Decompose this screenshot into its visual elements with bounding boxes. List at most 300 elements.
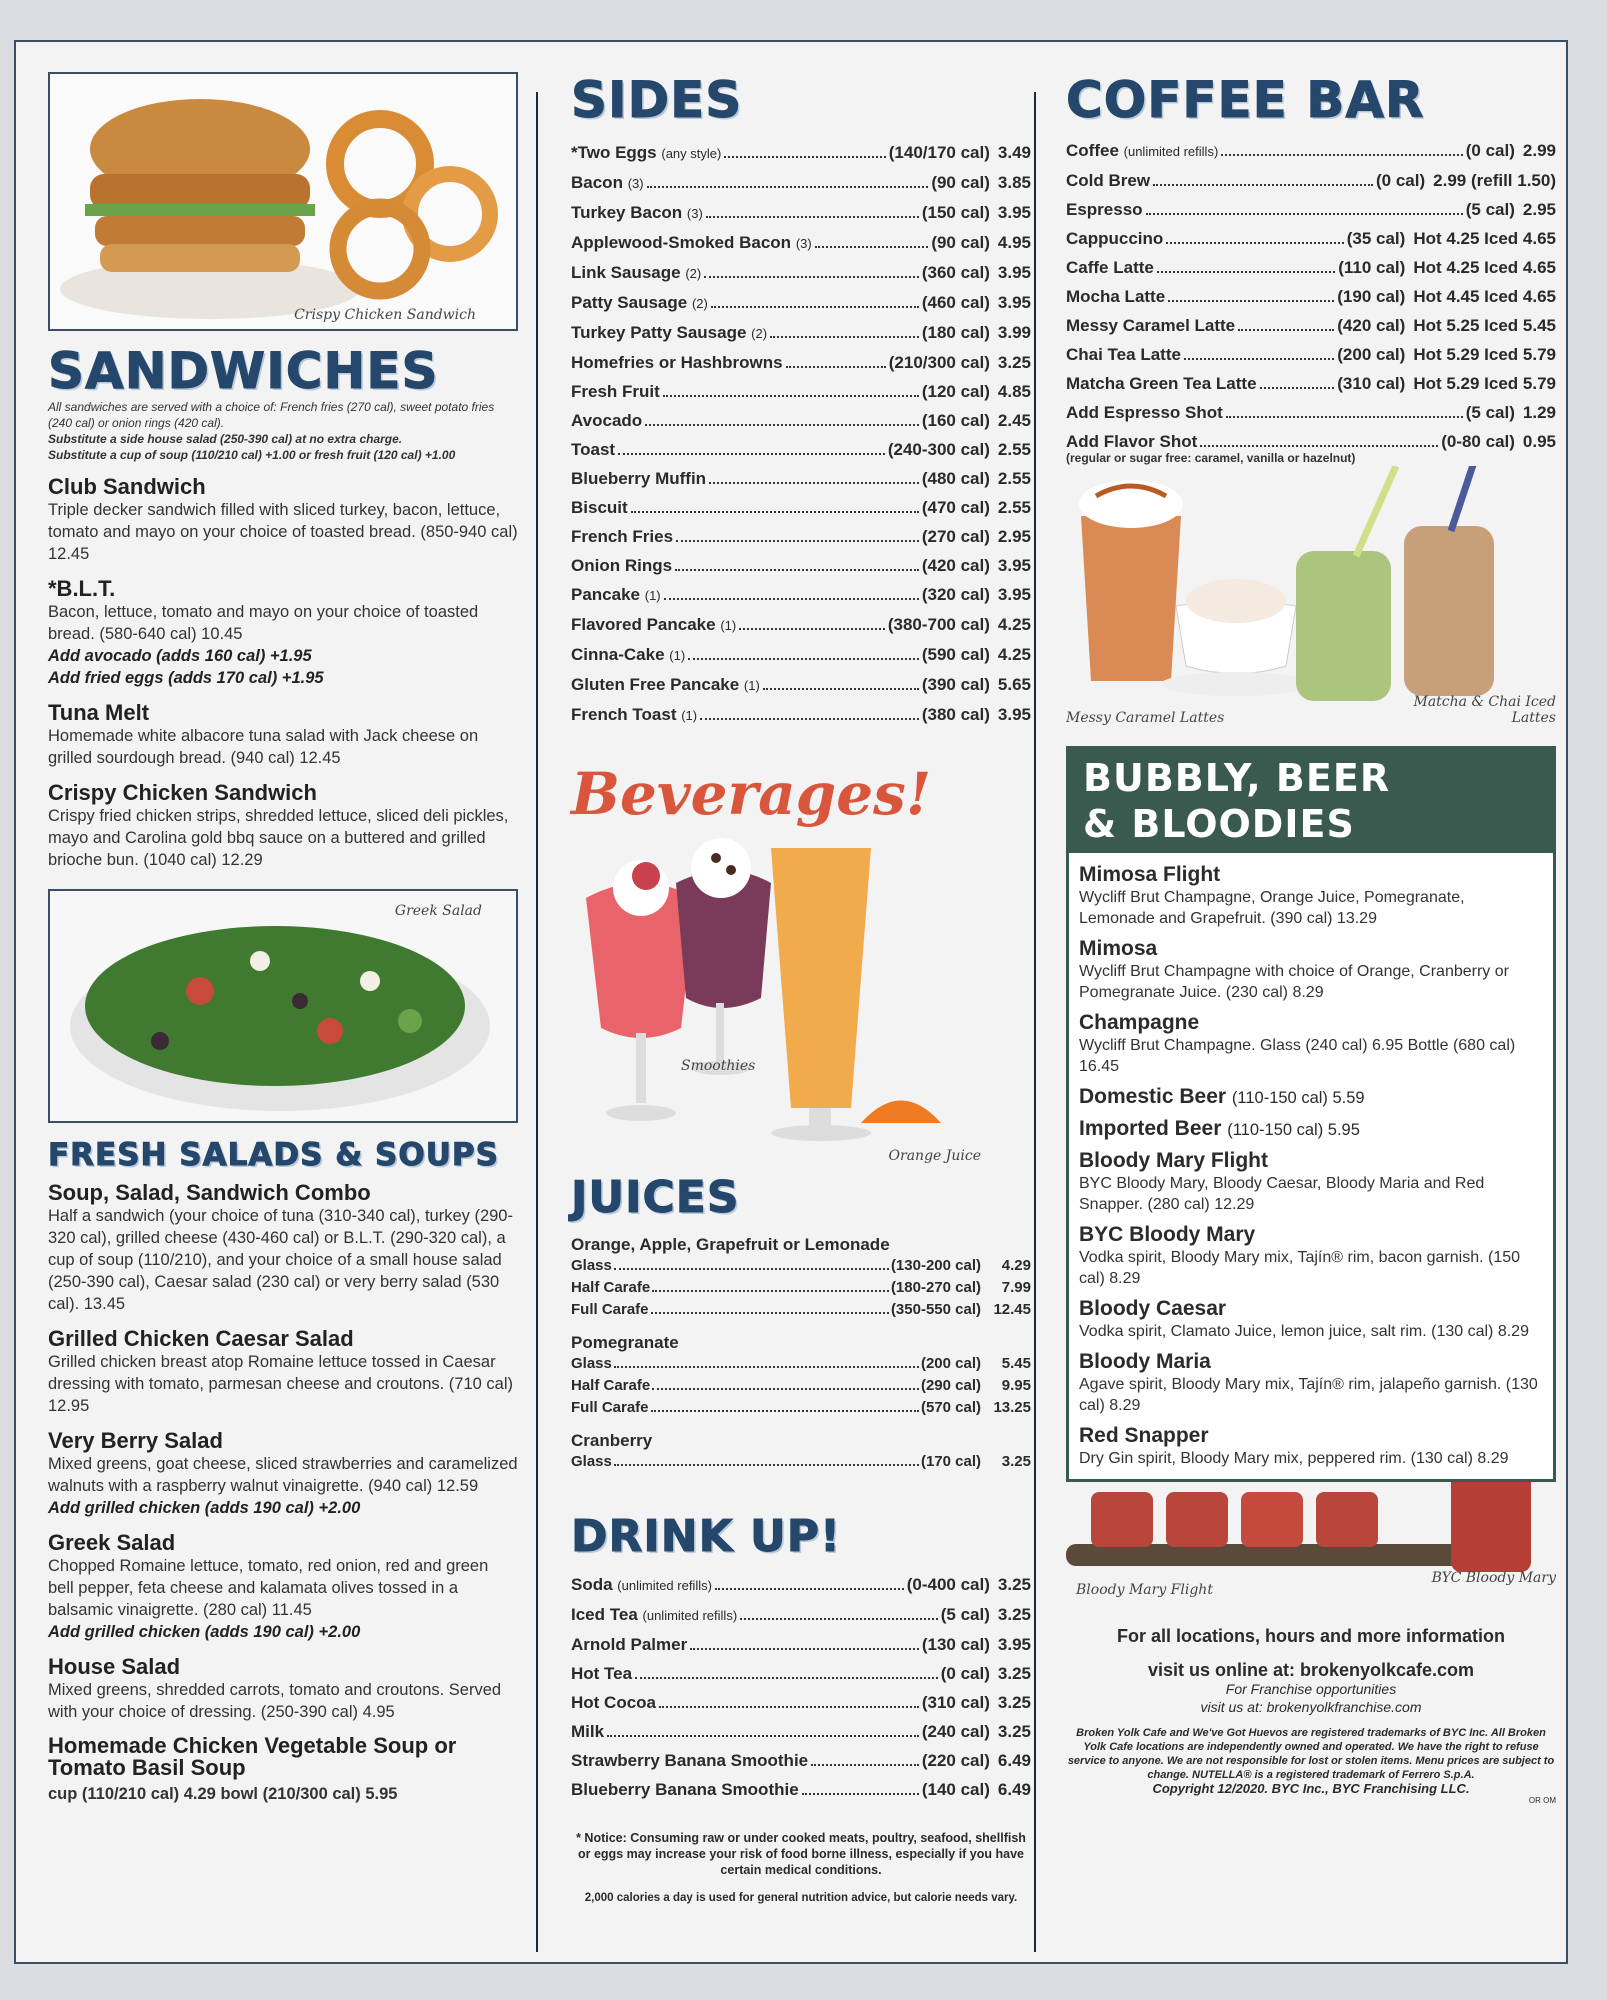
juice-calories: (170 cal) bbox=[920, 1453, 981, 1470]
bubbly-list bbox=[1069, 853, 1553, 1479]
website-link[interactable]: visit us online at: brokenyolkcafe.com bbox=[1147, 1660, 1475, 1680]
dot-leader bbox=[739, 628, 885, 630]
dot-leader bbox=[1221, 154, 1462, 156]
menu-item bbox=[48, 1181, 518, 1315]
menu-item bbox=[48, 781, 518, 871]
dot-leader bbox=[635, 1677, 938, 1679]
price-row bbox=[571, 580, 1031, 610]
photo-caption: Greek Salad bbox=[394, 903, 482, 919]
drink-name bbox=[1079, 1085, 1543, 1109]
price-row bbox=[1066, 282, 1556, 311]
greek-salad-photo bbox=[48, 889, 518, 1123]
dot-leader bbox=[700, 718, 919, 720]
item-description: Mixed greens, shredded carrots, tomato and croutons. Served with your choice of dressing. (250-390 cal) 4.95 bbox=[48, 1681, 502, 1721]
drink-name bbox=[1079, 1424, 1543, 1448]
price-row bbox=[571, 258, 1031, 288]
dot-leader bbox=[614, 1268, 889, 1270]
item-calories: (270 cal) bbox=[921, 527, 990, 546]
item-label: Avocado bbox=[571, 411, 643, 430]
item-calories: (5 cal) bbox=[1465, 403, 1515, 422]
juice-size: Half Carafe bbox=[571, 1279, 651, 1296]
juice-name: Cranberry bbox=[571, 1431, 653, 1450]
dot-leader bbox=[1166, 242, 1343, 244]
item-label: Blueberry Banana Smoothie bbox=[571, 1780, 799, 1799]
price-row bbox=[571, 1570, 1031, 1600]
item-calories: (190 cal) bbox=[1337, 287, 1406, 306]
item-price: Hot 5.29 Iced 5.79 bbox=[1413, 374, 1556, 393]
item-name bbox=[571, 168, 644, 198]
dot-leader bbox=[614, 1366, 919, 1368]
item-name bbox=[1066, 136, 1218, 166]
dot-leader bbox=[1146, 213, 1463, 215]
item-label: Add Espresso Shot bbox=[1066, 403, 1223, 422]
item-name: Grilled Chicken Caesar Salad bbox=[48, 1326, 354, 1351]
juice-row bbox=[571, 1277, 1031, 1299]
drink-label: Domestic Beer bbox=[1079, 1085, 1227, 1108]
drink-description: Wycliff Brut Champagne. Glass (240 cal) 6.95 Bottle (680 cal) 16.45 bbox=[1079, 1037, 1516, 1075]
item-label: Applewood-Smoked Bacon bbox=[571, 233, 792, 252]
price-row bbox=[1066, 136, 1556, 166]
dot-leader bbox=[770, 336, 919, 338]
item-name bbox=[571, 1600, 737, 1630]
item-description: Homemade white albacore tuna salad with Jack cheese on grilled sourdough bread. (940 cal) 12.45 bbox=[48, 727, 479, 767]
item-name bbox=[571, 580, 661, 610]
item-price: Hot 4.25 Iced 4.65 bbox=[1413, 258, 1556, 277]
item-name bbox=[1066, 224, 1163, 253]
item-name bbox=[571, 1659, 632, 1688]
drink-description: Vodka spirit, Clamato Juice, lemon juice, salt rim. (130 cal) 8.29 bbox=[1079, 1323, 1529, 1340]
item-name bbox=[571, 522, 673, 551]
item-name bbox=[571, 288, 708, 318]
item-name: House Salad bbox=[48, 1654, 181, 1679]
dot-leader bbox=[786, 366, 886, 368]
drink-item bbox=[1079, 1350, 1543, 1416]
item-name bbox=[571, 1688, 656, 1717]
lattes-photo bbox=[1066, 466, 1556, 726]
item-label: Biscuit bbox=[571, 498, 628, 517]
item-calories: (380-700 cal) bbox=[887, 615, 990, 634]
bubbly-title-line: & BLOODIES bbox=[1083, 802, 1355, 846]
item-price: 3.99 bbox=[997, 323, 1031, 342]
footer-info: For all locations, hours and more information bbox=[1116, 1626, 1506, 1646]
item-label: Turkey Bacon bbox=[571, 203, 683, 222]
sides-list bbox=[571, 138, 1031, 730]
item-description: Crispy fried chicken strips, shredded lettuce, sliced deli pickles, mayo and Carolina gold bbq sauce on a buttered and grilled brioche bun. (1040 cal) 12.29 bbox=[48, 807, 509, 869]
item-price: 4.85 bbox=[997, 382, 1031, 401]
item-label: French Fries bbox=[571, 527, 674, 546]
item-price: 3.95 bbox=[997, 556, 1031, 575]
item-calories: (470 cal) bbox=[921, 498, 990, 517]
dot-leader bbox=[1157, 271, 1335, 273]
item-label: Arnold Palmer bbox=[571, 1635, 688, 1654]
item-qualifier: (unlimited refills) bbox=[1123, 144, 1219, 159]
photo-caption: Smoothies bbox=[681, 1058, 756, 1074]
item-label: Fresh Fruit bbox=[571, 382, 660, 401]
dot-leader bbox=[1238, 329, 1334, 331]
juice-row bbox=[571, 1255, 1031, 1277]
menu-item bbox=[48, 1735, 518, 1805]
item-price: Hot 5.25 Iced 5.45 bbox=[1413, 316, 1556, 335]
coffee-title: COFFEE BAR bbox=[1066, 71, 1425, 129]
juice-calories: (130-200 cal) bbox=[890, 1257, 981, 1274]
item-label: Cinna-Cake bbox=[571, 645, 665, 664]
menu-item bbox=[48, 1327, 518, 1417]
price-row bbox=[571, 1746, 1031, 1775]
drink-label: Bloody Caesar bbox=[1079, 1297, 1227, 1320]
item-qualifier: (1) bbox=[669, 648, 686, 663]
item-name: *B.L.T. bbox=[48, 576, 116, 601]
item-calories: (5 cal) bbox=[940, 1605, 990, 1624]
price-row bbox=[571, 1688, 1031, 1717]
drink-item bbox=[1079, 1424, 1543, 1469]
item-price: 3.25 bbox=[997, 1664, 1031, 1683]
item-price: 4.25 bbox=[997, 645, 1031, 664]
price-row bbox=[571, 435, 1031, 464]
item-price: Hot 4.45 Iced 4.65 bbox=[1413, 287, 1556, 306]
coffee-list bbox=[1066, 136, 1556, 456]
dot-leader bbox=[815, 246, 929, 248]
price-row bbox=[571, 522, 1031, 551]
item-qualifier: (3) bbox=[686, 206, 703, 221]
item-description: Chopped Romaine lettuce, tomato, red onion, red and green bell pepper, feta cheese and kalamata olives tossed in a balsamic vinaigrette. (280 cal) 11.45 bbox=[48, 1557, 489, 1619]
item-label: Espresso bbox=[1066, 200, 1143, 219]
right-column bbox=[1066, 72, 1556, 1805]
item-price: 3.85 bbox=[997, 173, 1031, 192]
item-calories: (0-80 cal) bbox=[1441, 432, 1515, 451]
item-addon: Add grilled chicken (adds 190 cal) +2.00 bbox=[48, 1623, 361, 1641]
dot-leader bbox=[706, 216, 919, 218]
juice-name: Orange, Apple, Grapefruit or Lemonade bbox=[571, 1235, 890, 1254]
drink-item bbox=[1079, 1223, 1543, 1289]
drink-label: Champagne bbox=[1079, 1011, 1200, 1034]
item-calories: (140/170 cal) bbox=[888, 143, 990, 162]
juice-calories: (570 cal) bbox=[920, 1399, 981, 1416]
franchise-link[interactable]: visit us at: brokenyolkfranchise.com bbox=[1200, 1699, 1422, 1715]
juice-price: 4.29 bbox=[1001, 1257, 1031, 1274]
juice-size: Full Carafe bbox=[571, 1301, 649, 1318]
drink-item bbox=[1079, 1149, 1543, 1215]
dot-leader bbox=[1226, 416, 1463, 418]
dot-leader bbox=[802, 1793, 919, 1795]
item-name bbox=[1066, 166, 1150, 195]
item-calories: (380 cal) bbox=[921, 705, 990, 724]
item-label: Hot Tea bbox=[571, 1664, 633, 1683]
item-name bbox=[571, 640, 685, 670]
drink-description: Dry Gin spirit, Bloody Mary mix, peppered rim. (130 cal) 8.29 bbox=[1079, 1450, 1509, 1467]
photo-caption: BYC Bloody Mary bbox=[1431, 1570, 1556, 1586]
item-name: Crispy Chicken Sandwich bbox=[48, 780, 317, 805]
sandwiches-note: Substitute a cup of soup (110/210 cal) +1.00 or fresh fruit (120 cal) +1.00 bbox=[48, 448, 456, 462]
item-calories: (110 cal) bbox=[1338, 258, 1406, 277]
item-calories: (320 cal) bbox=[921, 585, 990, 604]
dot-leader bbox=[704, 276, 919, 278]
price-row bbox=[571, 288, 1031, 318]
price-row bbox=[571, 700, 1031, 730]
item-label: Onion Rings bbox=[571, 556, 673, 575]
item-calories: (0 cal) bbox=[1376, 171, 1426, 190]
item-qualifier: (2) bbox=[691, 296, 708, 311]
item-price: 3.25 bbox=[997, 1722, 1031, 1741]
juice-row bbox=[571, 1397, 1031, 1419]
item-name bbox=[571, 228, 812, 258]
price-row bbox=[571, 640, 1031, 670]
item-price: 0.95 bbox=[1522, 432, 1556, 451]
dot-leader bbox=[1260, 387, 1335, 389]
item-label: Cappuccino bbox=[1066, 229, 1164, 248]
drink-price: (110-150 cal) 5.59 bbox=[1231, 1089, 1365, 1107]
drink-name bbox=[1079, 1117, 1543, 1141]
drink-name bbox=[1079, 1223, 1543, 1247]
price-row bbox=[1066, 253, 1556, 282]
drink-label: Mimosa bbox=[1079, 937, 1158, 960]
item-name bbox=[1066, 398, 1223, 427]
dot-leader bbox=[1153, 184, 1373, 186]
item-qualifier: (1) bbox=[681, 708, 698, 723]
menu-item bbox=[48, 475, 518, 565]
calorie-note: 2,000 calories a day is used for general nutrition advice, but calorie needs vary. bbox=[584, 1892, 1018, 1904]
item-calories: (240 cal) bbox=[921, 1722, 990, 1741]
item-name bbox=[571, 464, 706, 493]
item-price: 3.95 bbox=[997, 293, 1031, 312]
bloody-mary-photo bbox=[1066, 1482, 1556, 1612]
price-row bbox=[571, 1630, 1031, 1659]
item-price: 3.25 bbox=[997, 1605, 1031, 1624]
sides-title: SIDES bbox=[571, 71, 743, 129]
item-description: cup (110/210 cal) 4.29 bowl (210/300 cal) 5.95 bbox=[48, 1785, 398, 1803]
item-price: 4.25 bbox=[997, 615, 1031, 634]
juice-size: Half Carafe bbox=[571, 1377, 651, 1394]
price-row bbox=[571, 1775, 1031, 1804]
item-calories: (240-300 cal) bbox=[887, 440, 990, 459]
dot-leader bbox=[763, 688, 919, 690]
item-name bbox=[571, 700, 697, 730]
item-addon: Add avocado (adds 160 cal) +1.95 bbox=[48, 647, 312, 665]
dot-leader bbox=[659, 1706, 919, 1708]
juice-price: 5.45 bbox=[1001, 1355, 1031, 1372]
bubbly-title bbox=[1069, 749, 1553, 853]
item-price: 2.95 bbox=[1522, 200, 1556, 219]
dot-leader bbox=[709, 482, 919, 484]
item-qualifier: (3) bbox=[795, 236, 812, 251]
item-name bbox=[1066, 369, 1257, 398]
item-price: 2.95 bbox=[997, 527, 1031, 546]
price-row bbox=[571, 138, 1031, 168]
item-name bbox=[571, 1775, 799, 1804]
dot-leader bbox=[664, 598, 919, 600]
item-name bbox=[571, 138, 721, 168]
item-name: Club Sandwich bbox=[48, 474, 206, 499]
item-qualifier: (2) bbox=[751, 326, 768, 341]
drink-label: Bloody Mary Flight bbox=[1079, 1149, 1268, 1172]
item-label: Iced Tea bbox=[571, 1605, 638, 1624]
item-name bbox=[1066, 253, 1154, 282]
photo-caption: Crispy Chicken Sandwich bbox=[294, 307, 476, 323]
juice-groups bbox=[571, 1235, 1031, 1473]
photo-caption: Bloody Mary Flight bbox=[1076, 1582, 1213, 1598]
drink-item bbox=[1079, 1297, 1543, 1342]
item-price: 5.65 bbox=[997, 675, 1031, 694]
drink-name bbox=[1079, 1011, 1543, 1035]
drink-label: Imported Beer bbox=[1079, 1117, 1222, 1140]
dot-leader bbox=[651, 1312, 889, 1314]
item-calories: (130 cal) bbox=[921, 1635, 990, 1654]
item-calories: (390 cal) bbox=[921, 675, 990, 694]
item-label: Mocha Latte bbox=[1066, 287, 1166, 306]
item-name bbox=[571, 435, 615, 464]
juice-calories: (290 cal) bbox=[920, 1377, 981, 1394]
item-name bbox=[571, 318, 767, 348]
drink-label: BYC Bloody Mary bbox=[1079, 1223, 1256, 1246]
price-row bbox=[571, 406, 1031, 435]
item-label: Turkey Patty Sausage bbox=[571, 323, 747, 342]
juice-row bbox=[571, 1375, 1031, 1397]
drink-name bbox=[1079, 1297, 1543, 1321]
item-price: 6.49 bbox=[997, 1751, 1031, 1770]
price-row bbox=[571, 318, 1031, 348]
dot-leader bbox=[715, 1588, 904, 1590]
menu-code: OR OM bbox=[1528, 1796, 1556, 1805]
item-calories: (0-400 cal) bbox=[906, 1575, 990, 1594]
item-calories: (120 cal) bbox=[921, 382, 990, 401]
juice-name: Pomegranate bbox=[571, 1333, 679, 1352]
dot-leader bbox=[645, 424, 919, 426]
drink-item bbox=[1079, 1011, 1543, 1077]
item-label: Patty Sausage bbox=[571, 293, 688, 312]
juice-row bbox=[571, 1451, 1031, 1473]
item-price: 6.49 bbox=[997, 1780, 1031, 1799]
drink-item bbox=[1079, 937, 1543, 1003]
menu-item bbox=[48, 1531, 518, 1643]
item-description: Mixed greens, goat cheese, sliced strawberries and caramelized walnuts with a raspberry walnut vinaigrette. (940 cal) 12.59 bbox=[48, 1455, 518, 1495]
juice-price: 12.45 bbox=[993, 1301, 1031, 1318]
item-name: Greek Salad bbox=[48, 1530, 176, 1555]
dot-leader bbox=[618, 453, 885, 455]
item-calories: (5 cal) bbox=[1465, 200, 1515, 219]
item-price: 3.95 bbox=[997, 705, 1031, 724]
dot-leader bbox=[711, 306, 919, 308]
item-label: Chai Tea Latte bbox=[1066, 345, 1181, 364]
column-divider bbox=[1034, 92, 1036, 1952]
item-label: *Two Eggs bbox=[571, 143, 657, 162]
column-divider bbox=[536, 92, 538, 1952]
item-price: Hot 4.25 Iced 4.65 bbox=[1413, 229, 1556, 248]
juice-size: Glass bbox=[571, 1257, 612, 1274]
dot-leader bbox=[1184, 358, 1334, 360]
item-calories: (90 cal) bbox=[931, 173, 990, 192]
item-calories: (150 cal) bbox=[921, 203, 990, 222]
dot-leader bbox=[724, 156, 885, 158]
juice-price: 7.99 bbox=[1001, 1279, 1031, 1296]
item-price: 3.49 bbox=[997, 143, 1031, 162]
sandwiches-title: SANDWICHES bbox=[48, 342, 439, 400]
juice-price: 3.25 bbox=[1001, 1453, 1031, 1470]
drink-item bbox=[1079, 1085, 1543, 1109]
dot-leader bbox=[675, 569, 919, 571]
item-description: Half a sandwich (your choice of tuna (310-340 cal), turkey (290-320 cal), grilled cheese (430-460 cal) or B.L.T. (290-320 cal), a cup of soup (110/210), and your choice of a small house salad (250-390 cal), Caesar salad (230 cal) or very berry salad (530 cal). 13.45 bbox=[48, 1207, 513, 1313]
item-label: Link Sausage bbox=[571, 263, 681, 282]
dot-leader bbox=[631, 511, 919, 513]
sandwiches-note: All sandwiches are served with a choice of: French fries (270 cal), sweet potato fries (240 cal) or onion rings (420 cal). bbox=[48, 400, 495, 430]
drink-label: Bloody Maria bbox=[1079, 1350, 1211, 1373]
item-price: 3.95 bbox=[997, 203, 1031, 222]
dot-leader bbox=[607, 1735, 919, 1737]
juice-price: 9.95 bbox=[1001, 1377, 1031, 1394]
menu-item bbox=[48, 577, 518, 689]
item-name bbox=[571, 670, 760, 700]
juice-row bbox=[571, 1353, 1031, 1375]
item-addon: Add grilled chicken (adds 190 cal) +2.00 bbox=[48, 1499, 361, 1517]
item-calories: (90 cal) bbox=[931, 233, 990, 252]
item-description: Triple decker sandwich filled with sliced turkey, bacon, lettuce, tomato and mayo on your choice of toasted bread. (850-940 cal) 12.45 bbox=[48, 501, 518, 563]
item-name bbox=[1066, 311, 1235, 340]
item-qualifier: (1) bbox=[743, 678, 760, 693]
price-row bbox=[571, 168, 1031, 198]
item-price: 2.55 bbox=[997, 440, 1031, 459]
item-description: Bacon, lettuce, tomato and mayo on your choice of toasted bread. (580-640 cal) 10.45 bbox=[48, 603, 479, 643]
legal-text: Broken Yolk Cafe and We've Got Huevos are registered trademarks of BYC Inc. All Broken Yolk Cafe locations are independently owned and operated. We have the right to refuse service to anyone. We are not responsible for lost or stolen items. Menu prices are subject to change. NUTELLA® is a registered trademark of Ferrero S.p.A. bbox=[1067, 1727, 1555, 1781]
juice-calories: (180-270 cal) bbox=[890, 1279, 981, 1296]
item-calories: (310 cal) bbox=[1337, 374, 1406, 393]
dot-leader bbox=[652, 1388, 919, 1390]
price-row bbox=[571, 198, 1031, 228]
juice-size: Full Carafe bbox=[571, 1399, 649, 1416]
item-name bbox=[1066, 340, 1181, 369]
dot-leader bbox=[1200, 445, 1438, 447]
price-row bbox=[571, 377, 1031, 406]
item-label: Coffee bbox=[1066, 141, 1119, 160]
item-label: Toast bbox=[571, 440, 616, 459]
item-price: 2.55 bbox=[997, 469, 1031, 488]
item-label: Milk bbox=[571, 1722, 605, 1741]
item-label: Messy Caramel Latte bbox=[1066, 316, 1236, 335]
item-qualifier: (unlimited refills) bbox=[617, 1578, 712, 1593]
item-label: French Toast bbox=[571, 705, 677, 724]
item-label: Hot Cocoa bbox=[571, 1693, 656, 1712]
price-row bbox=[571, 228, 1031, 258]
item-calories: (420 cal) bbox=[921, 556, 990, 575]
photo-caption: Orange Juice bbox=[888, 1148, 981, 1164]
price-row bbox=[571, 670, 1031, 700]
item-label: Add Flavor Shot bbox=[1066, 432, 1198, 451]
item-name: Tuna Melt bbox=[48, 700, 150, 725]
item-calories: (210/300 cal) bbox=[888, 353, 990, 372]
item-calories: (0 cal) bbox=[940, 1664, 990, 1683]
dot-leader bbox=[811, 1764, 919, 1766]
menu-item bbox=[48, 701, 518, 769]
menu-item bbox=[48, 1429, 518, 1519]
item-label: Caffe Latte bbox=[1066, 258, 1154, 277]
drink-label: Mimosa Flight bbox=[1079, 863, 1221, 886]
item-qualifier: (any style) bbox=[661, 146, 722, 161]
juices-title: JUICES bbox=[571, 1172, 740, 1223]
item-name bbox=[571, 406, 642, 435]
item-calories: (200 cal) bbox=[1337, 345, 1406, 364]
item-name bbox=[571, 493, 628, 522]
item-price: 3.95 bbox=[997, 1635, 1031, 1654]
item-qualifier: (3) bbox=[627, 176, 644, 191]
beverages-title: Beverages! bbox=[571, 760, 932, 828]
drink-name bbox=[1079, 1149, 1543, 1173]
item-price: 3.95 bbox=[997, 585, 1031, 604]
drinkup-title: DRINK UP! bbox=[571, 1511, 842, 1562]
item-calories: (360 cal) bbox=[921, 263, 990, 282]
item-qualifier: (1) bbox=[720, 618, 737, 633]
item-calories: (420 cal) bbox=[1337, 316, 1406, 335]
item-name bbox=[571, 1630, 687, 1659]
item-price: 4.95 bbox=[997, 233, 1031, 252]
item-calories: (160 cal) bbox=[921, 411, 990, 430]
item-price: 2.99 bbox=[1522, 141, 1556, 160]
